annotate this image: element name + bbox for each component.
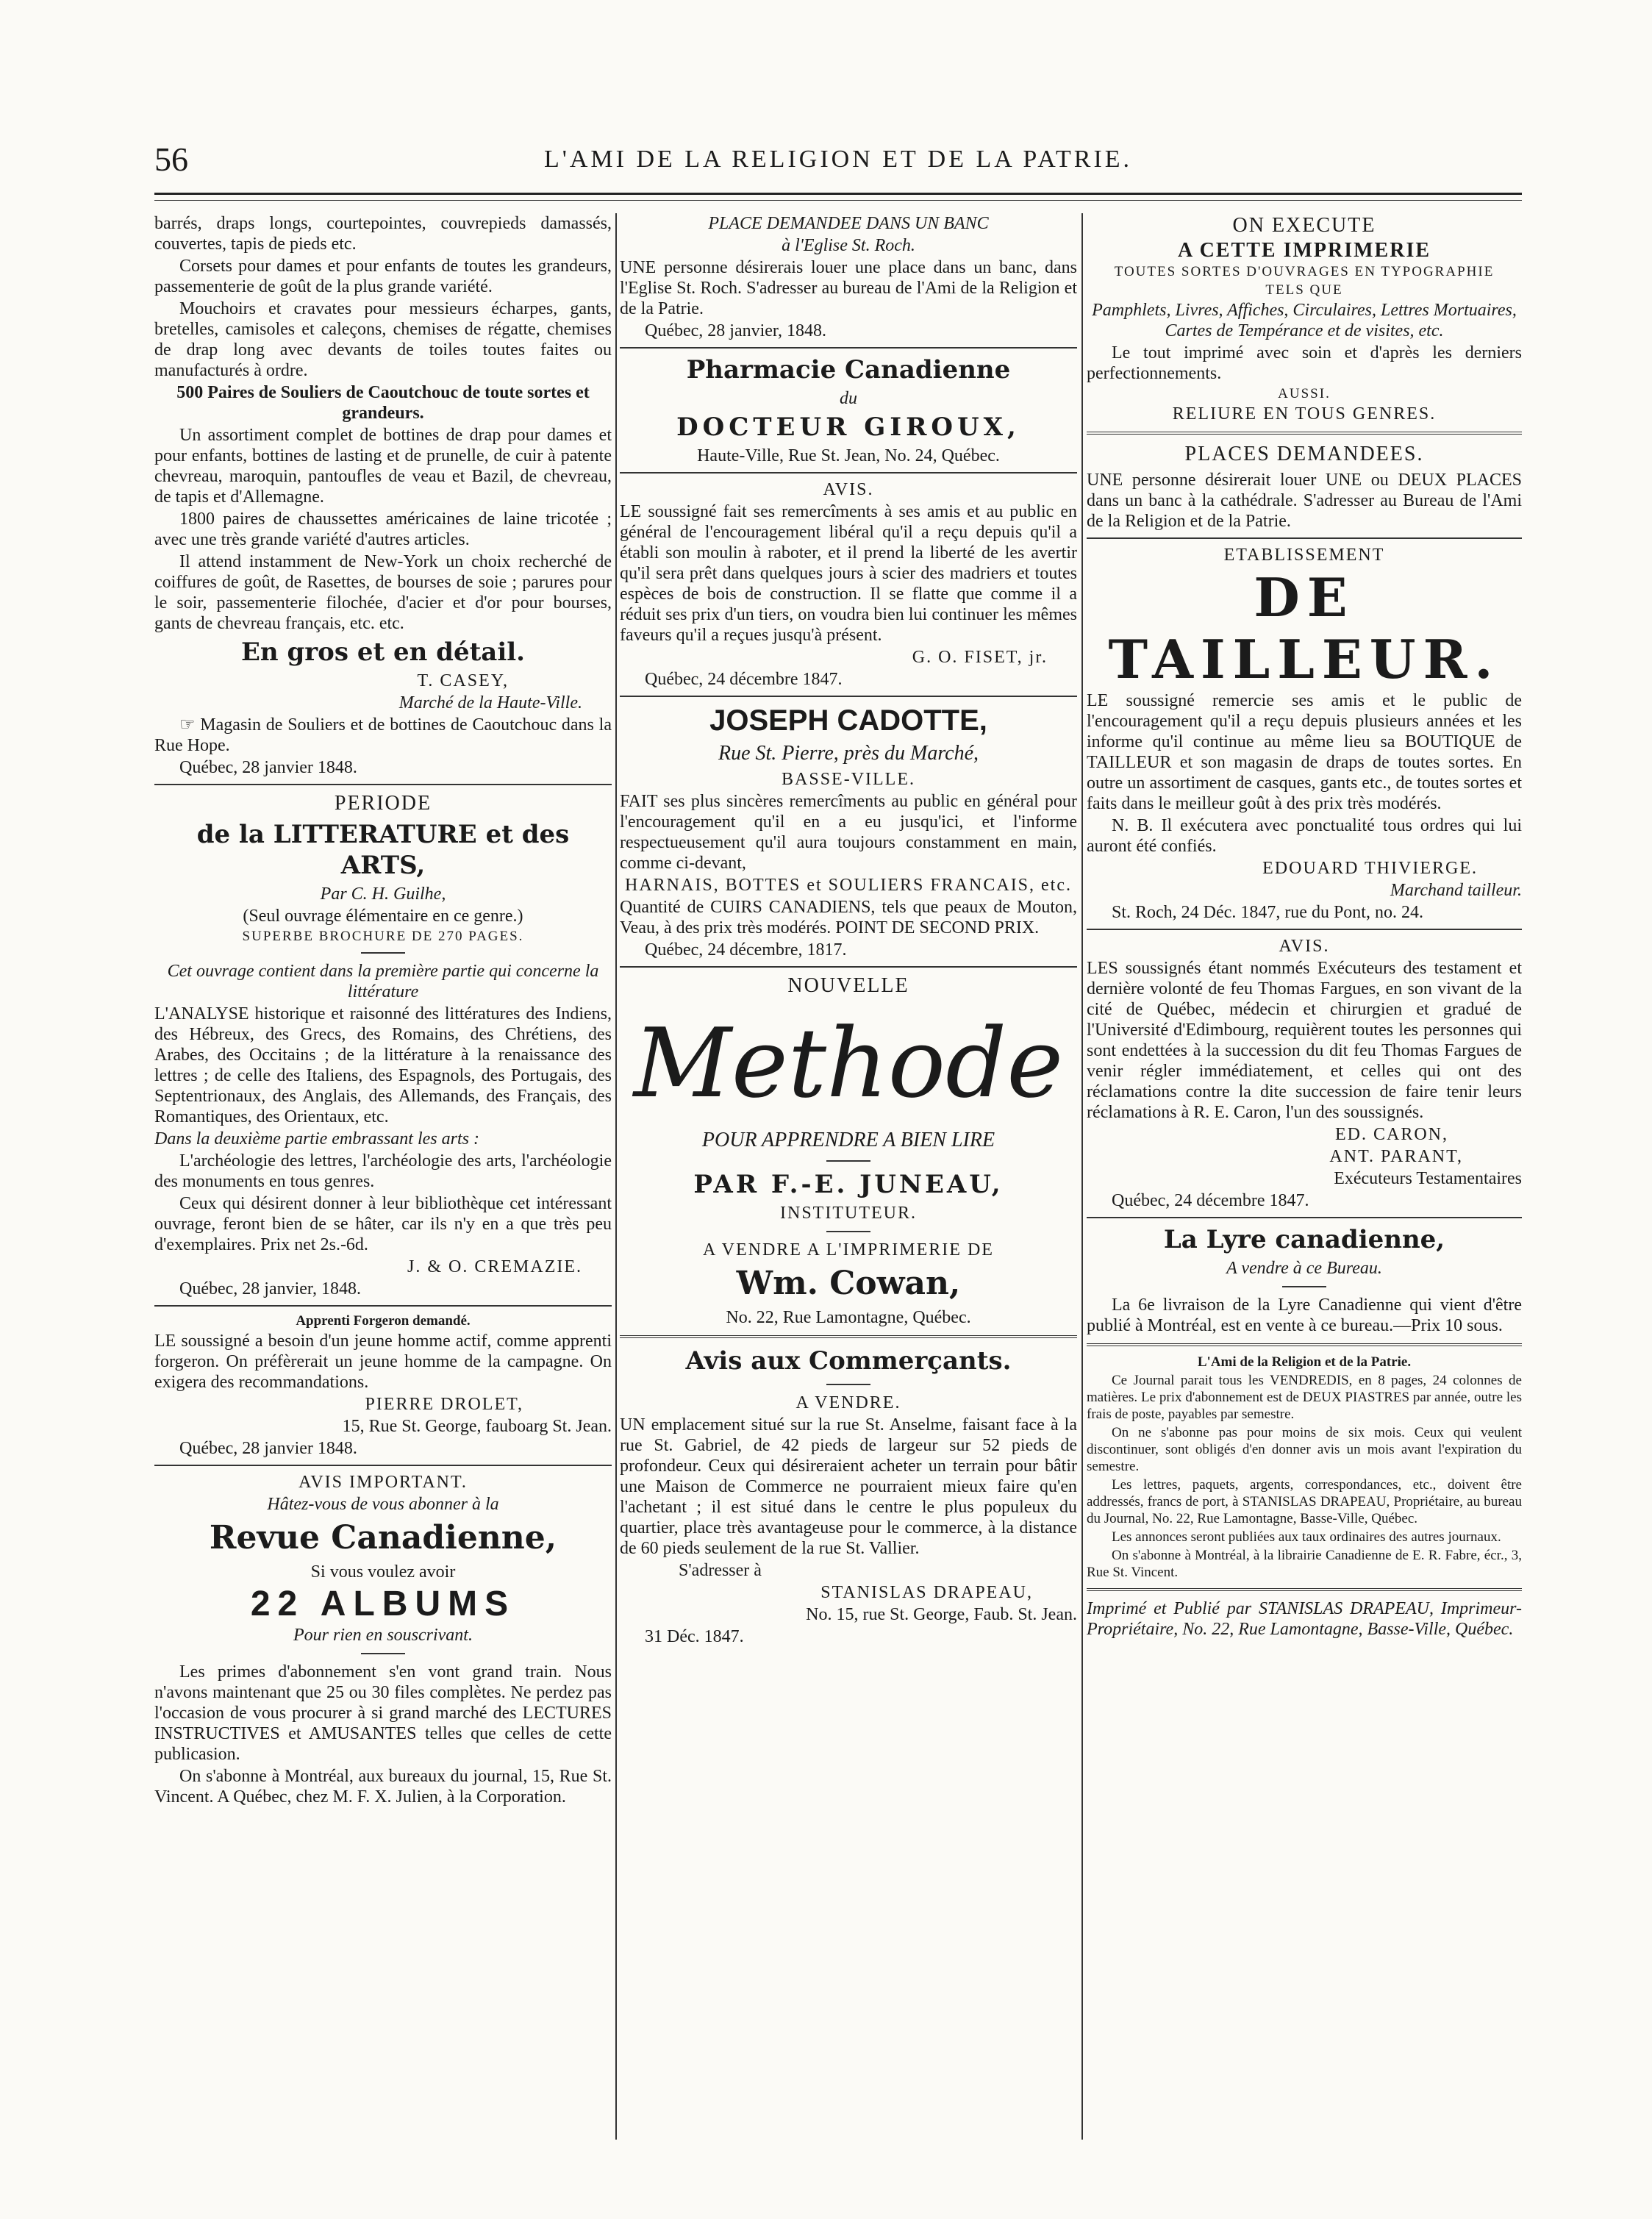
fiset-date: Québec, 24 décembre 1847. <box>645 670 843 689</box>
etablissement: ETABLISSEMENT <box>1223 546 1385 565</box>
on-execute: ON EXECUTE <box>1232 214 1376 237</box>
methode-juneau: PAR F.-E. JUNEAU, <box>693 1170 1004 1199</box>
ami-title: L'Ami de la Religion et de la Patrie. <box>1197 1354 1412 1370</box>
methode-title: Methode <box>633 1007 1064 1119</box>
journal-text-3: Les lettres, paquets, argents, correspondances, etc., doivent être addressés, francs de port, à STANISLAS DRAPEAU, Propriétaire, au bureau du Journal, No. 22, Rue Lamontagne, Basse-Ville, Québec. <box>1087 1477 1522 1526</box>
place-title: PLACE DEMANDEE DANS UN BANC <box>708 214 989 233</box>
drolet-date: Québec, 28 janvier 1848. <box>179 1439 357 1458</box>
commercants-title: Avis aux Commerçants. <box>685 1346 1012 1376</box>
revue-hatez: Hâtez-vous de vous abonner à la <box>267 1495 499 1514</box>
lyre-sub: A vendre à ce Bureau. <box>1226 1259 1382 1278</box>
periode-ceux: Ceux qui désirent donner à leur bibliothèque cet intéressant ouvrage, feront bien de se hâter, car ils n'y en a que très peu d'exemplaires. Prix net 2s.-6d. <box>154 1194 612 1254</box>
drolet-address: 15, Rue St. George, fauboarg St. Jean. <box>342 1417 612 1436</box>
page-number: 56 <box>154 140 188 178</box>
methode-cowan-address: No. 22, Rue Lamontagne, Québec. <box>726 1308 971 1327</box>
parant-name: ANT. PARANT, <box>1329 1147 1463 1166</box>
lyre-title: La Lyre canadienne, <box>1163 1225 1445 1254</box>
thivierge-date: St. Roch, 24 Déc. 1847, rue du Pont, no. 24. <box>1112 903 1423 922</box>
imprime-par: Imprimé et Publié par STANISLAS DRAPEAU, Imprimeur-Propriétaire, No. 22, Rue Lamontagne, Basse-Ville, Québec. <box>1087 1599 1522 1639</box>
periode-analyse: L'ANALYSE historique et raisonné des littératures des Indiens, des Hébreux, des Grecs, des Romains, des Chrétiens, des Arabes, des Occitains ; de la littérature à la renaissance des lettres ; de celle des Italiens, des Espagnols, des Portugais, des Septentrionaux, des Anglais, des Allemands, des Français, des Romantiques, des Orientaux, etc. <box>154 1004 612 1126</box>
cadotte-harnais: HARNAIS, BOTTES et SOULIERS FRANCAIS, etc. <box>624 876 1072 895</box>
commercants-a-vendre: A VENDRE. <box>795 1393 901 1412</box>
journal-text-5: On s'abonne à Montréal, à la librairie Canadienne de E. R. Fabre, écr., 3, Rue St. Vincent. <box>1087 1548 1522 1580</box>
revue-primes: Les primes d'abonnement s'en vont grand train. Nous n'avons maintenant que 25 ou 30 files complètes. Ne perdez pas l'occasion de vous procurer à si grand marché des LECTURES INSTRUCTIVES et AMUSANTES telles que celles de cette publicasion. <box>154 1662 612 1764</box>
caron-name: ED. CARON, <box>1334 1125 1448 1144</box>
casey-advert <box>154 213 612 778</box>
executeurs-date: Québec, 24 décembre 1847. <box>1112 1191 1309 1210</box>
periode-author: Par C. H. Guilhe, <box>320 885 446 904</box>
separator <box>620 472 1077 474</box>
periode-seul: (Seul ouvrage élémentaire en ce genre.) <box>243 907 523 926</box>
drolet-name: PIERRE DROLET, <box>365 1395 523 1414</box>
cadotte-title: JOSEPH CADOTTE, <box>709 704 987 737</box>
fiset-avis: AVIS. <box>823 480 874 499</box>
executeurs-title: Exécuteurs Testamentaires <box>1334 1169 1522 1188</box>
le-tout: Le tout imprimé avec soin et d'après les derniers perfectionnements. <box>1087 343 1522 383</box>
cadotte-text: FAIT ses plus sincères remercîments au public en général pour l'encouragement qu'il en a eu jusqu'ici, et l'informe respectueusement qu'il aura toujours constamment en main, comme ci-devant, <box>620 792 1077 873</box>
aussi: AUSSI. <box>1278 386 1331 401</box>
double-separator <box>1087 1588 1522 1591</box>
cadotte-street: Rue St. Pierre, près du Marché, <box>718 742 979 765</box>
executeurs-text: LES soussignés étant nommés Exécuteurs des testament et dernière volonté de feu Thomas Fargues, en son vivant de la cité de Québec, médecin et chirurgien et gradué de l'Université d'Edimbourg, requièrent toutes les personnes qui sont endettées à la succession du dit feu Thomas Fargues de venir régler immédiatement, et celles qui ont des réclamations contre la dite succession de faire tenir leurs réclamations à R. E. Caron, l'un des soussignés. <box>1087 959 1522 1122</box>
revue-si-vous: Si vous voulez avoir <box>310 1562 456 1582</box>
docteur-giroux: DOCTEUR GIROUX, <box>676 412 1020 442</box>
lyre-advert <box>1087 1224 1522 1336</box>
header-rule-thin <box>154 200 1522 201</box>
methode-pour-apprendre: POUR APPRENDRE A BIEN LIRE <box>701 1129 995 1151</box>
column-rule-2 <box>1081 213 1083 2140</box>
separator <box>1087 929 1522 930</box>
casey-newyork: Il attend instamment de New-York un choix recherché de coiffures de goût, de Rasettes, de bourses de soie ; parures pour le soir, passementerie filochée, d'acier et d'or pour bourses, gants de chevreau français, etc. etc. <box>154 552 612 633</box>
casey-corsets: Corsets pour dames et pour enfants de toutes les grandeurs, passementerie de goût de la plus grande variété. <box>154 257 612 296</box>
casey-place: Marché de la Haute-Ville. <box>398 693 582 712</box>
short-separator <box>361 1653 405 1654</box>
places-advert <box>1087 442 1522 532</box>
methode-advert <box>620 973 1077 1328</box>
separator <box>154 1465 612 1466</box>
apprenti-advert <box>154 1312 612 1459</box>
periode-premiere: Cet ouvrage contient dans la première partie qui concerne la littérature <box>167 962 599 1001</box>
revue-albums: 22 ALBUMS <box>250 1584 516 1623</box>
separator <box>1087 537 1522 539</box>
periode-deuxieme: Dans la deuxième partie embrassant les arts : <box>154 1129 479 1148</box>
page-header <box>154 140 1522 184</box>
tels-que: TELS QUE <box>1265 282 1343 298</box>
separator <box>620 347 1077 349</box>
separator <box>1087 1217 1522 1218</box>
casey-mouchoirs: Mouchoirs et cravates pour messieurs écharpes, gants, bretelles, camisoles et caleçons, chemises de régatte, chemises de drap long avec devants de toiles toutes faites ou manufacturés à ordre. <box>154 299 612 380</box>
casey-en-gros: En gros et en détail. <box>241 637 525 667</box>
fiset-name: G. O. FISET, jr. <box>912 648 1048 667</box>
places-title: PLACES DEMANDEES. <box>1184 443 1424 465</box>
a-cette-imprimerie: A CETTE IMPRIMERIE <box>1177 239 1431 262</box>
short-separator <box>826 1384 870 1385</box>
cadotte-quantite: Quantité de CUIRS CANADIENS, tels que peaux de Mouton, Veau, à des prix très modérés. POINT DE SECOND PRIX. <box>620 898 1077 937</box>
place-subtitle: à l'Eglise St. Roch. <box>782 236 915 255</box>
reliure: RELIURE EN TOUS GENRES. <box>1172 404 1437 424</box>
thivierge-marchand: Marchand tailleur. <box>1390 881 1522 900</box>
double-separator <box>1087 432 1522 435</box>
litterature-heading: de la LITTERATURE et des ARTS, <box>196 820 570 880</box>
drapeau-date: 31 Déc. 1847. <box>645 1627 744 1646</box>
column-1 <box>154 213 612 2140</box>
lyre-text: La 6e livraison de la Lyre Canadienne qui vient d'être publié à Montréal, est en vente à ce bureau.—Prix 10 sous. <box>1087 1296 1522 1335</box>
cadotte-date: Québec, 24 décembre, 1817. <box>645 940 847 960</box>
separator <box>620 966 1077 968</box>
cadotte-advert <box>620 703 1077 960</box>
periode-heading: PERIODE <box>334 792 432 815</box>
journal-text-1: Ce Journal parait tous les VENDREDIS, en 8 pages, 24 colonnes de matières. Le prix d'abonnement est de DEUX PIASTRES par année, outre les frais de poste, payables par semestre. <box>1087 1373 1522 1422</box>
fiset-advert <box>620 479 1077 690</box>
casey-magasin: ☞ Magasin de Souliers et de bottines de Caoutchouc dans la Rue Hope. <box>154 715 612 755</box>
pharmacie-advert <box>620 354 1077 466</box>
commercants-text: UN emplacement situé sur la rue St. Anselme, faisant face à la rue St. Gabriel, de 42 pieds de largeur sur 52 pieds de profondeur. Ceux qui désireraient acheter un terrain pour bâtir une Maison de Commerce ne pourraient mieux faire qu'en l'achetant ; il est situé dans le centre le plus populeux du quartier, place très avantageuse pour le commerce, à la distance de 60 pieds seulement de la rue St. Vallier. <box>620 1415 1077 1558</box>
pamphlets: Pamphlets, Livres, Affiches, Circulaires, Lettres Mortuaires, Cartes de Tempérance et de visites, etc. <box>1092 301 1517 340</box>
pharmacie-du: du <box>840 389 857 408</box>
pharmacie-title: Pharmacie Canadienne <box>686 355 1011 385</box>
tailleur-text: LE soussigné remercie ses amis et le public de l'encouragement qu'il a reçu depuis plusieurs années et les informe qu'il continue au même lieu sa BOUTIQUE de TAILLEUR et son magasin de draps de toutes sortes. En outre un assortiment de casques, gants etc., de toutes sortes et faits dans le meilleur goût à des prix très modérés. <box>1087 691 1522 813</box>
place-banc-advert <box>620 213 1077 341</box>
casey-souliers-title: 500 Paires de Souliers de Caoutchouc de toute sortes et grandeurs. <box>176 383 590 423</box>
casey-assortiment: Un assortiment complet de bottines de drap pour dames et pour enfants, bottines de lasting et de prunelle, de cuir à patente chevreau, maroquin, pantoufles de veau et Bazil, de chevreau, de tapis et d'Allemagne. <box>154 426 612 507</box>
periode-archeologie: L'archéologie des lettres, l'archéologie des arts, l'archéologie des monuments en tous genres. <box>154 1151 612 1191</box>
casey-date: Québec, 28 janvier 1848. <box>179 758 357 777</box>
double-separator <box>620 1335 1077 1338</box>
tailleur-advert <box>1087 545 1522 923</box>
revue-canadienne-title: Revue Canadienne, <box>209 1519 557 1557</box>
methode-a-vendre: A VENDRE A L'IMPRIMERIE DE <box>703 1240 994 1259</box>
double-separator <box>1087 1343 1522 1346</box>
pharmacie-address: Haute-Ville, Rue St. Jean, No. 24, Québec. <box>697 446 1000 465</box>
separator <box>154 784 612 785</box>
column-3 <box>1087 213 1522 2140</box>
separator <box>154 1305 612 1307</box>
journal-info <box>1087 1354 1522 1581</box>
commercants-sadresser: S'adresser à <box>679 1561 762 1580</box>
short-separator <box>826 1231 870 1232</box>
journal-text-2: On ne s'abonne pas pour moins de six mois. Ceux qui veulent discontinuer, sont obligés d'en donner avis un mois avant l'expiration du semestre. <box>1087 1425 1522 1474</box>
column-rule-1 <box>615 213 617 2140</box>
thivierge-name: EDOUARD THIVIERGE. <box>1262 859 1478 878</box>
executeurs-advert <box>1087 936 1522 1211</box>
header-rule <box>154 193 1522 195</box>
tailleur-nb: N. B. Il exécutera avec ponctualité tous ordres qui lui auront été confiés. <box>1087 816 1522 856</box>
methode-nouvelle: NOUVELLE <box>787 974 909 997</box>
places-text: UNE personne désirerait louer UNE ou DEUX PLACES dans un banc à la cathédrale. S'adresser au Bureau de l'Ami de la Religion et de la Patrie. <box>1087 471 1522 531</box>
periode-superbe: SUPERBE BROCHURE DE 270 PAGES. <box>242 929 524 944</box>
cremazie-date: Québec, 28 janvier, 1848. <box>179 1279 361 1298</box>
casey-chaussettes: 1800 paires de chaussettes américaines de laine tricotée ; avec une très grande variété d'autres articles. <box>154 510 612 549</box>
methode-cowan: Wm. Cowan, <box>736 1265 961 1302</box>
methode-instituteur: INSTITUTEUR. <box>780 1204 917 1223</box>
executeurs-avis: AVIS. <box>1279 937 1330 956</box>
place-text: UNE personne désirerais louer une place dans un banc, dans l'Eglise St. Roch. S'adresser au bureau de l'Ami de la Religion et de la Patrie. <box>620 258 1077 318</box>
revue-pour-rien: Pour rien en souscrivant. <box>293 1626 473 1645</box>
short-separator <box>1282 1286 1326 1287</box>
fiset-text: LE soussigné fait ses remercîments à ses amis et au public en général de l'encouragement libéral qu'il a reçu depuis qu'il a établi son moulin à raboter, et il prend la liberté de les avertir qu'il sera prêt dans quelques jours à scier des madriers et toutes espèces de bois de construction. Il se flatte que comme il a réduit ses prix d'un tiers, on voudra bien lui continuer les mêmes faveurs qu'il a reçues jusqu'à présent. <box>620 502 1077 645</box>
place-date: Québec, 28 janvier, 1848. <box>645 321 826 340</box>
short-separator <box>361 952 405 954</box>
revue-advert <box>154 1472 612 1807</box>
cremazie-name: J. & O. CREMAZIE. <box>407 1257 582 1276</box>
de-tailleur: DE TAILLEUR. <box>1108 566 1501 690</box>
casey-intro: barrés, draps longs, courtepointes, couvrepieds damassés, couvertes, tapis de pieds etc. <box>154 214 612 254</box>
avis-important: AVIS IMPORTANT. <box>298 1473 468 1492</box>
toutes-sortes: TOUTES SORTES D'OUVRAGES EN TYPOGRAPHIE <box>1114 264 1495 279</box>
column-2 <box>620 213 1077 2140</box>
journal-text-4: Les annonces seront publiées aux taux ordinaires des autres journaux. <box>1112 1529 1501 1545</box>
casey-name: T. CASEY, <box>417 671 509 690</box>
apprenti-text: LE soussigné a besoin d'un jeune homme actif, comme apprenti forgeron. On préfèrerait un jeune homme de la campagne. On exigera des recommandations. <box>154 1332 612 1392</box>
drapeau-address: No. 15, rue St. George, Faub. St. Jean. <box>806 1605 1077 1624</box>
cadotte-basse-ville: BASSE-VILLE. <box>782 770 915 789</box>
separator <box>620 696 1077 697</box>
short-separator <box>826 1160 870 1162</box>
revue-abonne: On s'abonne à Montréal, aux bureaux du journal, 15, Rue St. Vincent. A Québec, chez M. F. X. Julien, à la Corporation. <box>154 1767 612 1807</box>
apprenti-title: Apprenti Forgeron demandé. <box>296 1313 471 1329</box>
drapeau-name: STANISLAS DRAPEAU, <box>820 1583 1033 1602</box>
periode-advert <box>154 791 612 1299</box>
journal-title: L'AMI DE LA RELIGION ET DE LA PATRIE. <box>543 146 1133 173</box>
imprimerie-advert <box>1087 213 1522 424</box>
commercants-advert <box>620 1346 1077 1647</box>
